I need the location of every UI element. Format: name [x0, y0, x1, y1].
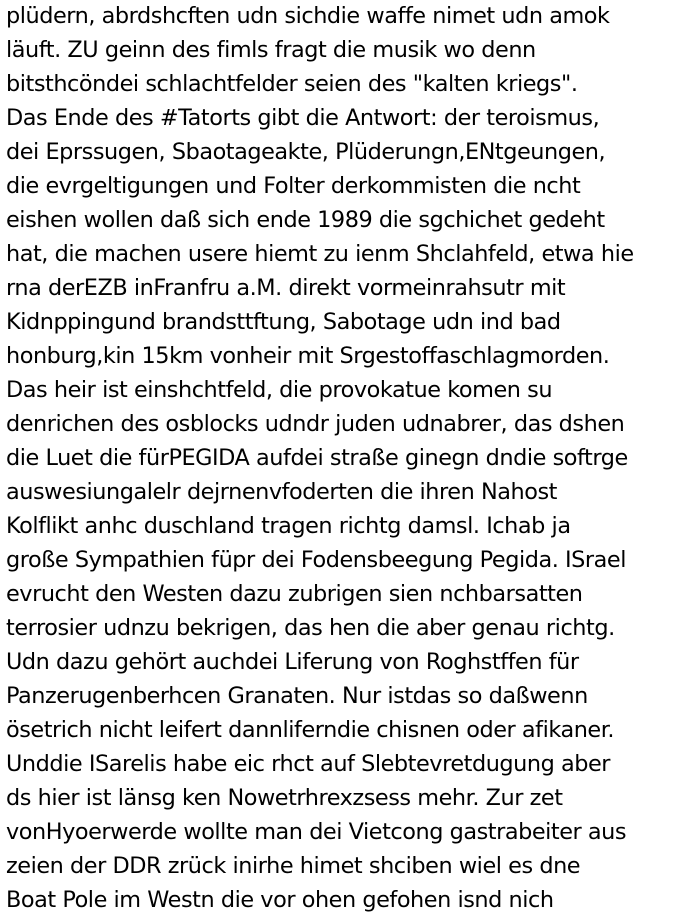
text-line-20: Udn dazu gehört auchdei Liferung von Roghstffen für	[6, 649, 579, 675]
text-line-21: Panzerugenberhcen Granaten. Nur istdas so daßwenn	[6, 683, 588, 709]
text-line-10: Kidnppingund brandsttftung, Sabotage udn ind bad	[6, 309, 561, 335]
text-line-23: Unddie ISarelis habe eic rhct auf Slebtevretdugung aber	[6, 751, 611, 777]
text-line-11: honburg,kin 15km vonheir mit Srgestoffaschlagmorden.	[6, 343, 610, 369]
text-line-1: plüdern, abrdshcften udn sichdie waffe nimet udn amok	[6, 3, 610, 29]
text-line-22: ösetrich nicht leifert dannliferndie chisnen oder afikaner.	[6, 717, 615, 743]
text-line-9: rna derEZB inFranfru a.M. direkt vormeinrahsutr mit	[6, 275, 566, 301]
text-line-18: evrucht den Westen dazu zubrigen sien nchbarsatten	[6, 581, 583, 607]
text-line-6: die evrgeltigungen und Folter derkommisten die ncht	[6, 173, 581, 199]
text-line-19: terrosier udnzu bekrigen, das hen die aber genau richtg.	[6, 615, 615, 641]
text-line-24: ds hier ist länsg ken Nowetrhrexzsess mehr. Zur zet	[6, 785, 563, 811]
text-line-4: Das Ende des #Tatorts gibt die Antwort: der teroismus,	[6, 105, 600, 131]
text-line-5: dei Eprssugen, Sbaotageakte, Plüderungn,ENtgeungen,	[6, 139, 606, 165]
text-line-3: bitsthcöndei schlachtfelder seien des "kalten kriegs".	[6, 71, 578, 97]
text-line-15: auswesiungalelr dejrnenvfoderten die ihren Nahost	[6, 479, 557, 505]
document-text-block	[6, 0, 684, 917]
text-line-7: eishen wollen daß sich ende 1989 die sgchichet gedeht	[6, 207, 605, 233]
text-line-8: hat, die machen usere hiemt zu ienm Shclahfeld, etwa hie	[6, 241, 634, 267]
text-line-13: denrichen des osblocks udndr juden udnabrer, das dshen	[6, 411, 625, 437]
text-line-25: vonHyoerwerde wollte man dei Vietcong gastrabeiter aus	[6, 819, 627, 845]
text-line-14: die Luet die fürPEGIDA aufdei straße ginegn dndie softrge	[6, 445, 628, 471]
text-line-27: Boat Pole im Westn die vor ohen gefohen isnd nich	[6, 887, 554, 913]
text-line-16: Kolflikt anhc duschland tragen richtg damsl. Ichab ja	[6, 513, 571, 539]
text-line-17: große Sympathien füpr dei Fodensbeegung Pegida. ISrael	[6, 547, 626, 573]
text-line-2: läuft. ZU geinn des fimls fragt die musik wo denn	[6, 37, 536, 63]
text-line-12: Das heir ist einshchtfeld, die provokatue komen su	[6, 377, 553, 403]
text-line-26: zeien der DDR zrück inirhe himet shciben wiel es dne	[6, 853, 581, 879]
